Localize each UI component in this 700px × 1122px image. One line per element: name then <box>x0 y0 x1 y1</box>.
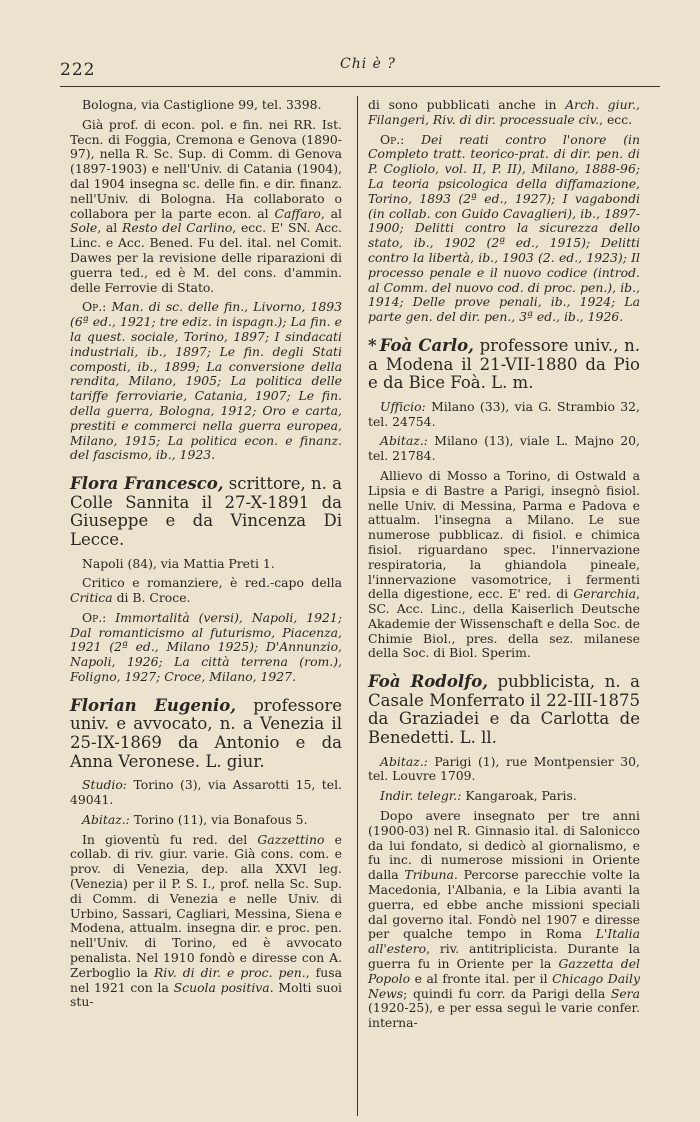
entry-heading: Flora Francesco, scrittore, n. a Colle Sannita il 27-X-1891 da Giuseppe e da Vincenza Di Lecce. <box>70 474 342 549</box>
entry-florian-eugenio <box>70 697 342 1010</box>
address: Napoli (84), via Mattia Preti 1. <box>82 555 275 571</box>
entry-heading: Foà Rodolfo, pubblicista, n. a Casale Monferrato il 22-III-1875 da Graziadei e da Carlotta de Benedetti. L. ll. <box>368 672 640 748</box>
home-address: Abitaz.: Torino (11), via Bonafous 5. <box>82 811 308 827</box>
entry-foa-carlo <box>368 337 640 661</box>
biography: Allievo di Mosso a Torino, di Ostwald a Lipsia e di Bastre a Parigi, insegnò fisiol. nelle Univ. di Messina, Parma e Padova e attualm. l'insegna a Milano. Le sue numerose pubblicaz. di fisiol. e chimica fisiol. riguardano spec. l'innervazione respiratoria, la ghiandola pineale, l'innervazione vasomotrice, i fermenti della digestione, ecc. E' red. di Gerarchia, SC. Acc. Linc., della Kaiserlich Deutsche Akademie der Wissenschaft e della Soc. de Chimie Biol., pres. della sez. milanese della Soc. di Biol. Sperim. <box>368 467 640 661</box>
column-divider <box>357 96 358 1116</box>
entry-heading: Florian Eugenio, professore univ. e avvocato, n. a Venezia il 25-IX-1869 da Antonio e da Anna Veronese. L. giur. <box>70 695 342 771</box>
studio-address: Studio: Torino (3), via Assarotti 15, tel. 49041. <box>70 777 342 808</box>
works: Op.: Dei reati contro l'onore (in Completo tratt. teorico-prat. di dir. pen. di P. Cogliolo, vol. II, P. II), Milano, 1888-96; La teoria psicologica della diffamazione, Torino, 1893 (2ª ed., 1927); I vagabondi (in collab. con Guido Cavaglieri), ib., 1897-1900; Delitti contro la sicurezza dello stato, ib., 1902 (2ª ed., 1915); Delitti contro la libertà, ib., 1903 (2. ed., 1923); Il processo penale e il nuovo codice (introd. al Comm. del nuovo cod. di proc. pen.), ib., 1914; Delle prove penali, ib., 1924; La parte gen. del dir. pen., 3ª ed., ib., 1926. <box>368 131 640 325</box>
home-address: Abitaz.: Milano (13), viale L. Majno 20, tel. 21784. <box>368 433 640 464</box>
home-address: Abitaz.: Parigi (1), rue Montpensier 30, tel. Louvre 1709. <box>368 753 640 784</box>
office-address: Ufficio: Milano (33), via G. Strambio 32, tel. 24754. <box>368 398 640 429</box>
entry-continuation <box>70 98 342 463</box>
right-column <box>368 98 640 1036</box>
entry-foa-rodolfo <box>368 673 640 1031</box>
header-rule <box>60 86 660 87</box>
left-column <box>70 98 342 1015</box>
biography: Già prof. di econ. pol. e fin. nei RR. Ist. Tecn. di Foggia, Cremona e Genova (1890-97), nella R. Sc. Sup. di Comm. di Genova (1897-1903) e nell'Univ. di Catania (1904), dal 1904 insegna sc. delle fin. e dir. finanz. nell'Univ. di Bologna. Ha collaborato o collabora per la parte econ. al Caffaro, al Sole, al Resto del Carlino, ecc. E' SN. Acc. Linc. e Acc. Bened. Fu del. ital. nel Comit. Dawes per la revisione delle riparazioni di guerra ted., ed è M. del cons. d'ammin. delle Ferrovie di Stato. <box>70 116 343 295</box>
biography-continued: di sono pubblicati anche in Arch. giur., Filangeri, Riv. di dir. processuale civ., ecc. <box>368 97 640 127</box>
telegraph-address: Indir. telegr.: Kangaroak, Paris. <box>380 788 577 804</box>
biography: Dopo avere insegnato per tre anni (1900-03) nel R. Ginnasio ital. di Salonicco da lui fondato, si dedicò al giornalismo, e fu inc. di numerose missioni in Oriente dalla Tribuna. Percorse parecchie volte la Macedonia, l'Albania, e la Libia avanti la guerra, ed ebbe anche missioni speciali dal governo ital. Fondò nel 1907 e diresse per qualche tempo in Roma L'Italia all'estero, riv. antitriplicista. Durante la guerra fu in Oriente per la Gazzetta del Popolo e al fronte ital. per il Chicago Daily News; quindi fu corr. da Parigi della Sera (1920-25), e per essa seguì le varie confer. interna- <box>368 808 641 1031</box>
entry-heading: * Foà Carlo, professore univ., n. a Modena il 21-VII-1880 da Pio e da Bice Foà. L. m. <box>368 335 640 393</box>
address: Bologna, via Castiglione 99, tel. 3398. <box>82 97 322 112</box>
works: Op.: Immortalità (versi), Napoli, 1921; Dal romanticismo al futurismo, Piacenza, 1921 (2ª ed., Milano 1925); D'Annunzio, Napoli, 1926; La città terrena (rom.), Foligno, 1927; Croce, Milano, 1927. <box>70 609 342 685</box>
page-number: 222 <box>60 60 96 80</box>
biography: Critico e romanziere, è red.-capo della Critica di B. Croce. <box>70 575 342 606</box>
running-head: Chi è ? <box>340 56 396 72</box>
entry-flora-francesco <box>70 475 342 685</box>
asterisk-mark: * <box>368 335 377 355</box>
works: Op.: Man. di sc. delle fin., Livorno, 1893 (6ª ed., 1921; tre ediz. in ispagn.); La fin. e la quest. sociale, Torino, 1897; I sindacati industriali, ib., 1897; Le fin. degli Stati composti, ib., 1899; La conversione della rendita, Milano, 1905; La politica delle tariffe ferroviarie, Catania, 1907; Le fin. della guerra, Bologna, 1912; Oro e carta, prestiti e commerci nella guerra europea, Milano, 1915; La politica econ. e finanz. del fascismo, ib., 1923. <box>70 299 342 463</box>
entry-continuation <box>368 98 640 325</box>
biography: In gioventù fu red. del Gazzettino e collab. di riv. giur. varie. Già cons. com. e prov. di Venezia, dep. alla XXVI leg. (Venezia) per il P. S. I., prof. nella Sc. Sup. di Comm. di Venezia e nelle Univ. di Urbino, Sassari, Cagliari, Messina, Siena e Modena, attualm. insegna dir. e proc. pen. nell'Univ. di Torino, ed è avvocato penalista. Nel 1910 fondò e diresse con A. Zerboglio la Riv. di dir. e proc. pen., fusa nel 1921 con la Scuola positiva. Molti suoi stu- <box>70 831 343 1010</box>
